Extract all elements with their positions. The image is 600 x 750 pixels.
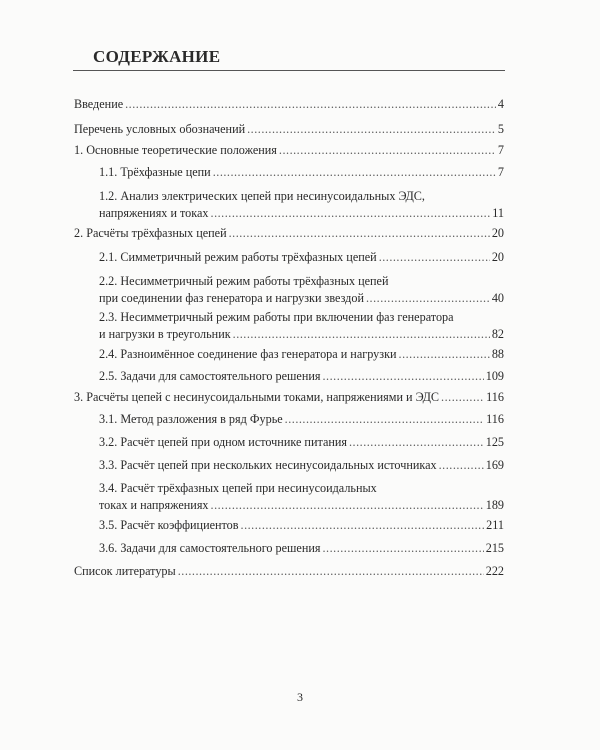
toc-entry-page: 169 bbox=[485, 458, 504, 472]
dot-leader bbox=[125, 96, 496, 113]
toc-entry-line bbox=[99, 457, 504, 474]
toc-entry bbox=[99, 434, 504, 451]
toc-entry-line bbox=[99, 188, 504, 205]
toc-entry-title: напряжениях и токах bbox=[99, 206, 209, 220]
toc-entry-line bbox=[74, 225, 504, 242]
toc-entry-title: 3.1. Метод разложения в ряд Фурье bbox=[99, 412, 283, 426]
toc-entry-line bbox=[74, 96, 504, 113]
toc-entry bbox=[99, 540, 504, 557]
toc-entry-line bbox=[99, 411, 504, 428]
toc-entry bbox=[74, 389, 504, 406]
toc-entry-page: 20 bbox=[491, 226, 504, 240]
dot-leader bbox=[178, 563, 484, 580]
toc-entry-title: 1.2. Анализ электрических цепей при несинусоидальных ЭДС, bbox=[99, 189, 425, 203]
toc-entry-page: 215 bbox=[485, 541, 504, 555]
title-rule bbox=[73, 70, 505, 71]
dot-leader bbox=[241, 517, 485, 534]
toc-entry bbox=[99, 411, 504, 428]
toc-entry-title: 3.3. Расчёт цепей при нескольких несинусоидальных источниках bbox=[99, 458, 437, 472]
dot-leader bbox=[323, 368, 484, 385]
dot-leader bbox=[379, 249, 490, 266]
dot-leader bbox=[229, 225, 490, 242]
dot-leader bbox=[285, 411, 484, 428]
toc-entry-page: 222 bbox=[485, 564, 504, 578]
toc-entry-title: 3.2. Расчёт цепей при одном источнике питания bbox=[99, 435, 347, 449]
toc-entry-line bbox=[99, 346, 504, 363]
page-title: СОДЕРЖАНИЕ bbox=[93, 47, 221, 66]
toc-entry bbox=[74, 96, 504, 113]
toc-entry-title: 2.5. Задачи для самостоятельного решения bbox=[99, 369, 321, 383]
toc-entry-title: и нагрузки в треугольник bbox=[99, 327, 231, 341]
toc-entry bbox=[74, 225, 504, 242]
toc-entry-page: 4 bbox=[497, 97, 504, 111]
toc-entry-title: токах и напряжениях bbox=[99, 498, 209, 512]
toc-entry bbox=[99, 480, 504, 514]
toc-entry-line bbox=[99, 540, 504, 557]
toc-entry-line bbox=[99, 497, 504, 514]
toc-entry-line bbox=[99, 434, 504, 451]
toc-entry-line bbox=[99, 309, 504, 326]
toc-entry-page: 189 bbox=[485, 498, 504, 512]
dot-leader bbox=[349, 434, 484, 451]
page-number: 3 bbox=[297, 690, 303, 704]
toc-entry-page: 40 bbox=[491, 291, 504, 305]
toc-entry bbox=[74, 121, 504, 138]
toc-entry bbox=[99, 249, 504, 266]
toc-entry-page: 7 bbox=[497, 165, 504, 179]
toc-entry-page: 109 bbox=[485, 369, 504, 383]
toc-entry bbox=[99, 164, 504, 181]
toc-entry-page: 116 bbox=[486, 412, 504, 426]
toc-entry bbox=[99, 517, 504, 534]
toc-entry bbox=[99, 346, 504, 363]
toc-entry-line bbox=[74, 142, 504, 159]
toc-entry-line bbox=[99, 480, 504, 497]
toc-entry-page: 20 bbox=[491, 250, 504, 264]
toc-entry-line bbox=[99, 205, 504, 222]
toc-entry-line bbox=[99, 249, 504, 266]
toc-entry-line bbox=[99, 164, 504, 181]
toc-entry-title: 2.3. Несимметричный режим работы при включении фаз генератора bbox=[99, 310, 454, 324]
dot-leader bbox=[399, 346, 490, 363]
toc-entry-line bbox=[99, 290, 504, 307]
toc-entry-page: 116 bbox=[486, 390, 504, 404]
toc-entry-line bbox=[99, 517, 504, 534]
toc-entry-page: 88 bbox=[491, 347, 504, 361]
toc-entry-line bbox=[74, 389, 504, 406]
toc-entry-title: Перечень условных обозначений bbox=[74, 122, 246, 136]
toc-entry-title: Введение bbox=[74, 97, 124, 111]
toc-entry-title: 3.6. Задачи для самостоятельного решения bbox=[99, 541, 321, 555]
dot-leader bbox=[247, 121, 496, 138]
toc-entry bbox=[99, 457, 504, 474]
toc-entry-page: 7 bbox=[497, 143, 504, 157]
toc-entry-title: 1. Основные теоретические положения bbox=[74, 143, 277, 157]
toc-entry-page: 125 bbox=[485, 435, 504, 449]
dot-leader bbox=[279, 142, 496, 159]
toc-entry-title: 3.5. Расчёт коэффициентов bbox=[99, 518, 239, 532]
toc-entry bbox=[99, 273, 504, 307]
dot-leader bbox=[439, 457, 484, 474]
toc-entry-page: 82 bbox=[491, 327, 504, 341]
dot-leader bbox=[323, 540, 484, 557]
dot-leader bbox=[366, 290, 490, 307]
dot-leader bbox=[213, 164, 496, 181]
toc-entry-line bbox=[99, 273, 504, 290]
toc-entry bbox=[74, 563, 504, 580]
toc-entry bbox=[99, 368, 504, 385]
toc-entry-title: 1.1. Трёхфазные цепи bbox=[99, 165, 211, 179]
toc-entry bbox=[99, 188, 504, 222]
toc-entry bbox=[74, 142, 504, 159]
toc-entry-line bbox=[74, 563, 504, 580]
toc-entry-page: 5 bbox=[497, 122, 504, 136]
toc-entry-title: при соединении фаз генератора и нагрузки звездой bbox=[99, 291, 364, 305]
toc-entry-line bbox=[74, 121, 504, 138]
toc-entry-line bbox=[99, 368, 504, 385]
toc-entry-line bbox=[99, 326, 504, 343]
toc-entry-title: 2.2. Несимметричный режим работы трёхфазных цепей bbox=[99, 274, 389, 288]
toc-entry-page: 211 bbox=[486, 518, 504, 532]
toc-entry bbox=[99, 309, 504, 343]
toc-entry-title: 3. Расчёты цепей с несинусоидальными токами, напряжениями и ЭДС bbox=[74, 390, 440, 404]
toc-entry-title: 2.1. Симметричный режим работы трёхфазных цепей bbox=[99, 250, 377, 264]
dot-leader bbox=[441, 389, 484, 406]
toc-entry-page: 11 bbox=[492, 206, 504, 220]
toc-entry-title: Список литературы bbox=[74, 564, 176, 578]
toc-entry-title: 2.4. Разноимённое соединение фаз генератора и нагрузки bbox=[99, 347, 397, 361]
dot-leader bbox=[211, 205, 491, 222]
toc-entry-title: 2. Расчёты трёхфазных цепей bbox=[74, 226, 227, 240]
dot-leader bbox=[211, 497, 484, 514]
dot-leader bbox=[233, 326, 490, 343]
toc-entry-title: 3.4. Расчёт трёхфазных цепей при несинусоидальных bbox=[99, 481, 377, 495]
